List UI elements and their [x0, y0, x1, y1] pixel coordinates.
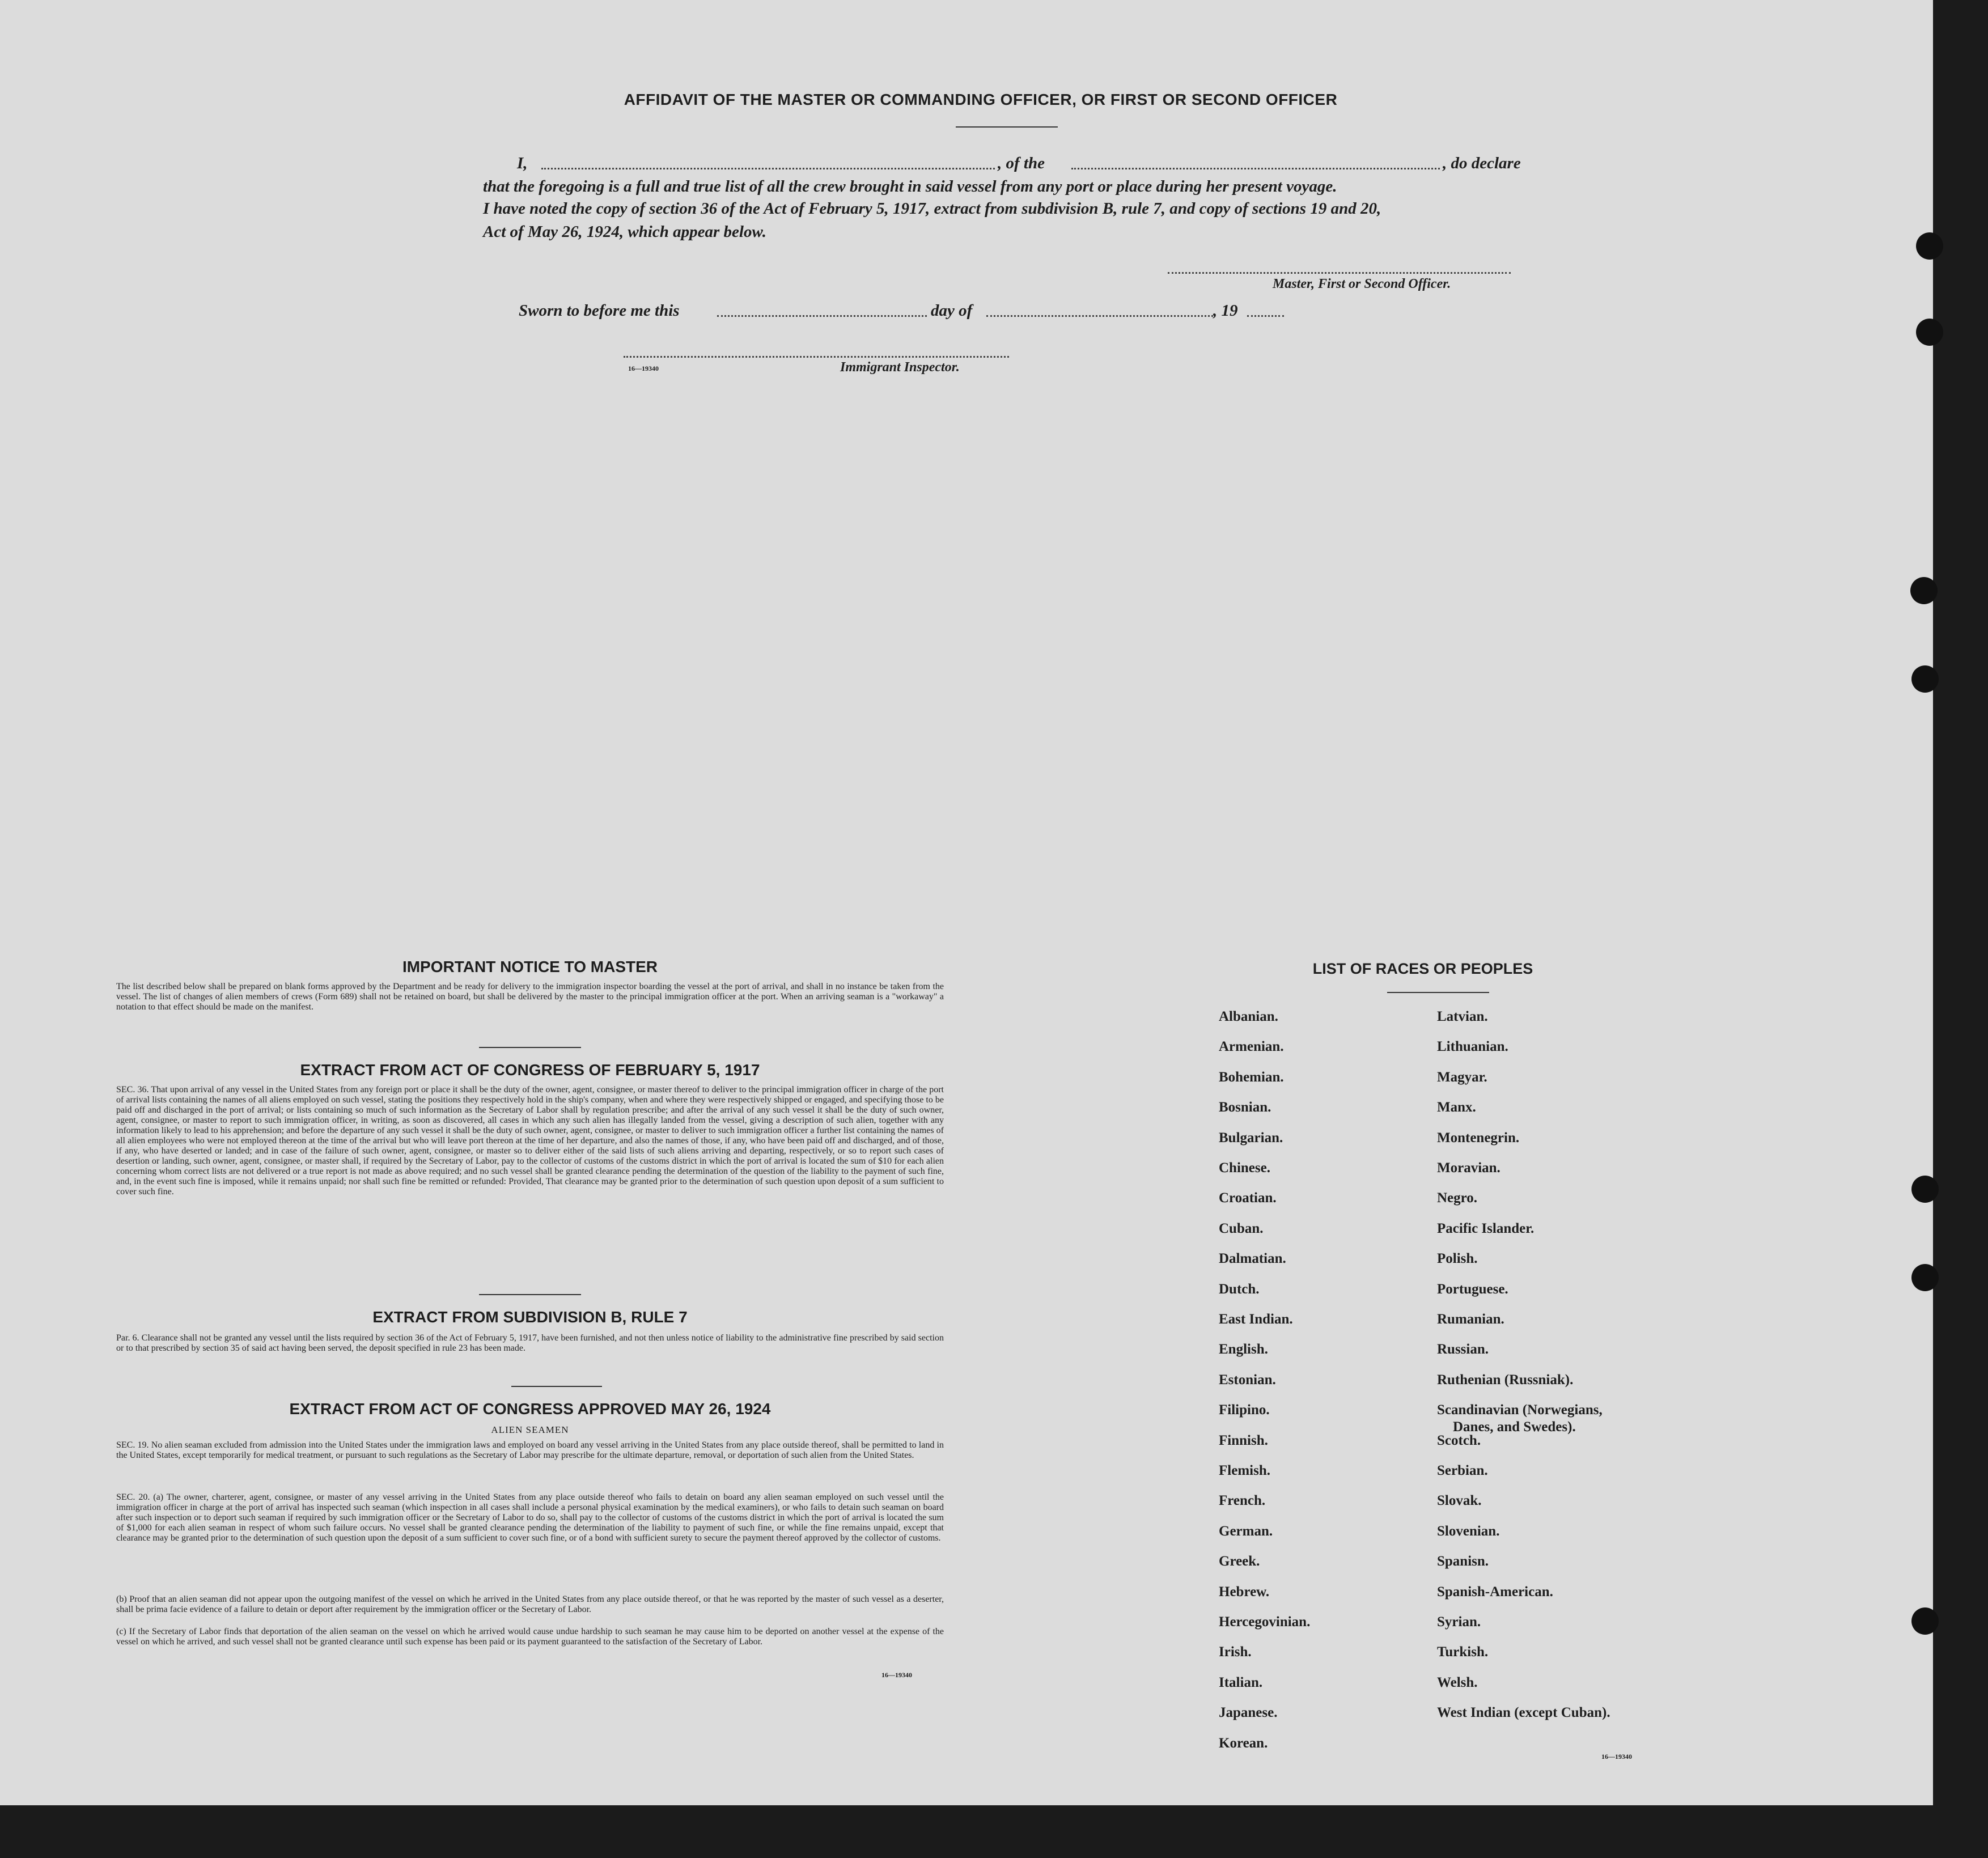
notice-title: IMPORTANT NOTICE TO MASTER [402, 958, 658, 975]
sec-20c-text: (c) If the Secretary of Labor finds that deportation of the alien seaman on the vessel on which he arrived would cause undue hardship to such seaman he may cause him to be deported on another vessel at the expense of the vessel on which he arrived, and such vessel shall not be granted clearance until such expense has been paid or its payment guaranteed to the satisfaction of the Secretary of Labor. [116, 1627, 944, 1647]
race-item: English. [1219, 1342, 1268, 1358]
inspector-label: Immigrant Inspector. [840, 360, 960, 375]
sworn-month-blank[interactable] [986, 315, 1213, 317]
race-item: Filipino. [1219, 1402, 1270, 1418]
form-number: 16—19340 [628, 364, 659, 372]
sworn-year-blank[interactable] [1247, 315, 1284, 317]
race-item: Dalmatian. [1219, 1251, 1286, 1267]
race-item: Lithuanian. [1437, 1039, 1508, 1055]
race-item: Russian. [1437, 1342, 1489, 1358]
race-item: Ruthenian (Russniak). [1437, 1372, 1574, 1388]
race-item: Polish. [1437, 1251, 1478, 1267]
punch-hole [1911, 1607, 1939, 1635]
race-item: Spanish-American. [1437, 1584, 1553, 1600]
races-title: LIST OF RACES OR PEOPLES [1312, 960, 1533, 977]
race-item: Portuguese. [1437, 1281, 1508, 1297]
race-item: Armenian. [1219, 1039, 1284, 1055]
race-item: Irish. [1219, 1644, 1252, 1660]
race-item: Bulgarian. [1219, 1130, 1283, 1146]
affidavit-line-2: that the foregoing is a full and true list of all the crew brought in said vessel from any port or place during her present voyage. [483, 177, 1337, 196]
section-rule [479, 1294, 581, 1295]
sec-20a-text: SEC. 20. (a) The owner, charterer, agent, consignee, or master of any vessel arriving in the United States from any place outside thereof who fails to detain on board any alien seaman employed on such vessel until the immigration officer in charge at the port of arrival has inspected such seaman (which inspection in all cases shall include a personal physical examination by the medical examiners), or who fails to detain such seaman on board after such inspection or to deport such seaman if required by such immigration officer or the Secretary of Labor to do so, shall pay to the collector of customs of the customs district in which the port of arrival is located the sum of $1,000 for each alien seaman in respect of whom such failure occurs. No vessel shall be granted clearance pending the determination of the liability to payment of such fine, or while the fine remains unpaid, except that clearance may be granted prior to the determination of such question upon the deposit of a sum sufficient to cover such fine, or of a bond with sufficient surety to secure the payment thereof approved by the collector of customs. [116, 1492, 944, 1543]
races-title-rule [1387, 992, 1489, 993]
race-item: Serbian. [1437, 1463, 1488, 1478]
punch-hole [1910, 577, 1938, 604]
race-item: Hercegovinian. [1219, 1614, 1311, 1630]
punch-hole [1911, 665, 1939, 693]
race-item: Croatian. [1219, 1190, 1277, 1206]
punch-hole [1916, 319, 1943, 346]
extract-rule7-text: Par. 6. Clearance shall not be granted any vessel until the lists required by section 36 of the Act of February 5, 1917, have been furnished, and not then unless notice of liability to the administrative fine prescribed by said section or to that prescribed by section 35 of said act having been served, the deposit specified in rule 23 has been made. [116, 1333, 944, 1353]
race-item: Danes, and Swedes). [1453, 1419, 1576, 1435]
race-item: Spanisn. [1437, 1554, 1489, 1569]
affidavit-i-label: I, [517, 154, 528, 172]
day-of-label: day of [931, 302, 973, 320]
race-item: Scotch. [1437, 1432, 1481, 1448]
punch-hole [1916, 232, 1943, 260]
race-item: Korean. [1219, 1735, 1268, 1751]
race-item: Latvian. [1437, 1009, 1488, 1024]
race-item: Flemish. [1219, 1463, 1270, 1478]
race-item: Slovenian. [1437, 1523, 1500, 1539]
race-item: Chinese. [1219, 1160, 1270, 1176]
race-item: Cuban. [1219, 1220, 1264, 1236]
race-item: Japanese. [1219, 1705, 1278, 1721]
affidavit-title: AFFIDAVIT OF THE MASTER OR COMMANDING OFFICER, OR FIRST OR SECOND OFFICER [624, 91, 1338, 108]
punch-hole [1911, 1176, 1939, 1203]
extract-1917-title: EXTRACT FROM ACT OF CONGRESS OF FEBRUARY 5, 1917 [300, 1061, 760, 1079]
extract-1924-subtitle: ALIEN SEAMEN [491, 1424, 569, 1435]
race-item: Bohemian. [1219, 1069, 1284, 1085]
title-rule [956, 126, 1058, 128]
race-item: Welsh. [1437, 1674, 1478, 1690]
race-item: Dutch. [1219, 1281, 1260, 1297]
form-number: 16—19340 [1601, 1753, 1632, 1761]
race-item: East Indian. [1219, 1312, 1293, 1327]
race-item: Magyar. [1437, 1069, 1487, 1085]
punch-hole [1911, 1264, 1939, 1291]
extract-rule7-title: EXTRACT FROM SUBDIVISION B, RULE 7 [372, 1308, 688, 1326]
inspector-signature-line[interactable] [624, 356, 1009, 358]
race-item: Turkish. [1437, 1644, 1489, 1660]
race-item: Hebrew. [1219, 1584, 1270, 1600]
race-item: French. [1219, 1493, 1266, 1509]
race-item: German. [1219, 1523, 1273, 1539]
sec-20b-text: (b) Proof that an alien seaman did not appear upon the outgoing manifest of the vessel on which he arrived in the United States from any place outside thereof, or that he was reported by the master of such vessel as a deserter, shall be prima facie evidence of a failure to detain or deport after requirement by the immigration officer or the Secretary of Labor. [116, 1594, 944, 1614]
race-item: Montenegrin. [1437, 1130, 1520, 1146]
affidavit-do-declare-label: , do declare [1443, 154, 1521, 172]
sworn-label: Sworn to before me this [519, 302, 680, 320]
race-item: Pacific Islander. [1437, 1220, 1535, 1236]
extract-1917-text: SEC. 36. That upon arrival of any vessel in the United States from any foreign port or place it shall be the duty of the owner, agent, consignee, or master thereof to deliver to the principal immigration officer in charge of the port of arrival lists containing the names of all aliens employed on such vessel, stating the positions they respectively hold in the ship's company, when and where they were respectively shipped or engaged, and specifying those to be paid off and discharged in the port of arrival; or lists containing so much of such information as the Secretary of Labor shall by regulation prescribe; and after the arrival of any such vessel it shall be the duty of such owner, agent, consignee, or master to report to such immigration officer, in writing, as soon as discovered, all cases in which any such alien has illegally landed from the vessel, giving a description of such alien, together with any information likely to lead to his apprehension; and before the departure of any such vessel it shall be the duty of such owner, agent, consignee, or master to deliver to such immigration officer a further list containing the names of all alien employees who were not employed thereon at the time of the arrival but who will leave port thereon at the time of her departure, and also the names of those, if any, who have been paid off and discharged, and of those, if any, who have deserted or landed; and in case of the failure of such owner, agent, consignee, or master so to deliver either of the said lists of such aliens arriving and departing, respectively, or so to report such cases of desertion or landing, such owner, agent, consignee, or master shall, if required by the Secretary of Labor, pay to the collector of customs of the customs district in which the port of arrival is located the sum of $10 for each alien concerning whom correct lists are not delivered or a true report is not made as above required; and no such vessel shall be granted clearance pending the determination of the question of the liability to the payment of such fine, and, in the event such fine is imposed, while it remains unpaid; nor shall such fine be remitted or refunded: Provided, That clearance may be granted prior to the determination of such question upon deposit of a sum sufficient to cover such fine. [116, 1085, 944, 1197]
name-blank[interactable] [541, 168, 995, 169]
signature-line[interactable] [1168, 272, 1511, 274]
sworn-day-blank[interactable] [717, 315, 927, 317]
affidavit-line-3: I have noted the copy of section 36 of the Act of February 5, 1917, extract from subdivision B, rule 7, and copy of sections 19 and 20, [483, 200, 1381, 218]
race-item: Moravian. [1437, 1160, 1500, 1176]
race-item: Finnish. [1219, 1432, 1268, 1448]
race-item: West Indian (except Cuban). [1437, 1705, 1610, 1721]
position-blank[interactable] [1071, 168, 1440, 169]
affidavit-line-4: Act of May 26, 1924, which appear below. [483, 223, 766, 241]
race-item: Scandinavian (Norwegians, [1437, 1402, 1603, 1418]
race-item: Estonian. [1219, 1372, 1276, 1388]
section-rule [511, 1386, 602, 1387]
race-item: Greek. [1219, 1554, 1260, 1569]
year-label: , 19 [1213, 302, 1238, 320]
signature-label: Master, First or Second Officer. [1273, 277, 1451, 291]
race-item: Italian. [1219, 1674, 1263, 1690]
race-item: Negro. [1437, 1190, 1478, 1206]
sec-19-text: SEC. 19. No alien seaman excluded from admission into the United States under the immigration laws and employed on board any vessel arriving in the United States from any place outside thereof, shall be permitted to land in the United States, except temporarily for medical treatment, or pursuant to such regulations as the Secretary of Labor may prescribe for the ultimate departure, removal, or deportation of such alien from the United States. [116, 1440, 944, 1460]
section-rule [479, 1047, 581, 1048]
race-item: Bosnian. [1219, 1100, 1271, 1115]
race-item: Manx. [1437, 1100, 1476, 1115]
race-item: Syrian. [1437, 1614, 1481, 1630]
race-item: Albanian. [1219, 1009, 1278, 1024]
extract-1924-title: EXTRACT FROM ACT OF CONGRESS APPROVED MAY 26, 1924 [289, 1400, 771, 1418]
notice-text: The list described below shall be prepared on blank forms approved by the Department and be ready for delivery to the immigration inspector boarding the vessel at the port of arrival, and shall in no instance be taken from the vessel. The list of changes of alien members of crews (Form 689) shall not be retained on board, but shall be delivered by the master to the principal immigration officer at the port. When an arriving seaman is a "workaway" a notation to that effect should be made on the manifest. [116, 982, 944, 1012]
form-number: 16—19340 [881, 1671, 912, 1679]
race-item: Slovak. [1437, 1493, 1482, 1509]
affidavit-of-the-label: , of the [998, 154, 1045, 172]
race-item: Rumanian. [1437, 1312, 1504, 1327]
